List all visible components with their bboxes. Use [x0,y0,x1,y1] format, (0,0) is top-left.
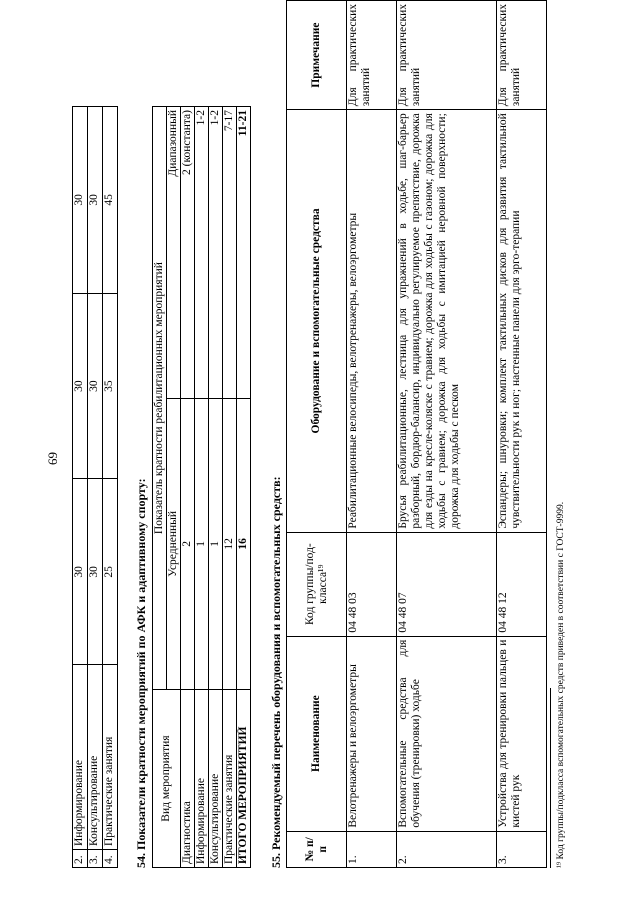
col-activity: Вид мероприятия [153,690,181,868]
cell: Практические занятия [223,690,237,868]
table-row [497,1,547,868]
cell: 11-21 [237,107,251,399]
cell: 30 [88,479,103,665]
cell: 2 [181,398,195,690]
col-indicator: Показатель кратности реабилитационных мероприятий [153,107,167,690]
col-range: Диапазонный [167,107,181,399]
cell: Реабилитационные велосипеды, велотренажеры, велоэргометры [347,110,397,532]
cell: 1-2 [209,107,223,399]
cell: 1-2 [195,107,209,399]
col-avg: Усредненный [167,398,181,690]
table-equipment [286,0,547,868]
cell: 04 48 12 [497,532,547,636]
cell: 7-17 [223,107,237,399]
cell: 2. [397,831,497,867]
table-row [209,107,223,868]
table-row [88,107,103,868]
col-note: Примечание [287,1,347,110]
table-row [223,107,237,868]
table-row [195,107,209,868]
cell: Консультирование [209,690,223,868]
col-code: Код группы/под-класса¹⁹ [287,532,347,636]
page-number: 69 [45,452,60,465]
cell: 30 [88,107,103,294]
cell: Устройства для тренировки пальцев и кистей рук [497,636,547,831]
table-row [347,1,397,868]
cell: Для практических занятий [397,1,497,110]
table-row [181,107,195,868]
cell: Брусья реабилитационные, лестница для упражнений в ходьбе, шаг-барьер разборный, бордюр-балансир, индивидуально регулируемое препятствие, дорожка для езды на кресле-коляске с травием; дорожка для ходьбы с газоном; дорожка для ходьбы с гравием; дорожка для ходьбы с имитацией неровной поверхности; дорожка для ходьбы с песком [397,110,497,532]
cell: 30 [73,293,88,479]
footnote: ¹⁹ Код группы/подкласса вспомогательных средств приведен в соответствии с ГОСТ-9999. [556,501,566,868]
cell: 30 [73,479,88,665]
col-num: № п/п [287,831,347,867]
cell: 35 [103,293,118,479]
table-row [237,107,251,868]
section-54-heading: 54. Показатели кратности мероприятий по АФК и адаптивному спорту: [134,478,148,868]
cell: 25 [103,479,118,665]
cell: 1 [209,398,223,690]
cell: 1 [195,398,209,690]
cell: 4. [103,850,118,868]
cell: Для практических занятий [347,1,397,110]
table-row [103,107,118,868]
cell: 3. [497,831,547,867]
table-row [397,1,497,868]
cell: Для практических занятий [497,1,547,110]
col-equipment: Оборудование и вспомогательные средства [287,110,347,532]
table-row [73,107,88,868]
cell: 30 [88,293,103,479]
cell: Консультирование [88,665,103,850]
cell: Практические занятия [103,665,118,850]
table-frequency [152,106,251,868]
footnote-rule [550,688,551,868]
cell: Диагностика [181,690,195,868]
cell: 04 48 07 [397,532,497,636]
cell: Информирование [73,665,88,850]
col-name: Наименование [287,636,347,831]
cell: ИТОГО МЕРОПРИЯТИЙ [237,690,251,868]
cell: Вспомогательные средства для обучения (тренировки) ходьбе [397,636,497,831]
cell: Велотренажеры и велоэргометры [347,636,397,831]
cell: 2. [73,850,88,868]
cell: 3. [88,850,103,868]
cell: 16 [237,398,251,690]
cell: 2 (константа) [181,107,195,399]
cell: 12 [223,398,237,690]
cell: 45 [103,107,118,294]
section-55-heading: 55. Рекомендуемый перечень оборудования и вспомогательных средств: [269,476,283,868]
cell: Информирование [195,690,209,868]
cell: Эспандеры; шнуровки; комплект тактильных дисков для развития тактильной чувствительности рук и ног; настенные панели для эрго-терапии [497,110,547,532]
cell: 04 48 03 [347,532,397,636]
cell: 1. [347,831,397,867]
cell: 30 [73,107,88,294]
table-top [72,106,118,868]
